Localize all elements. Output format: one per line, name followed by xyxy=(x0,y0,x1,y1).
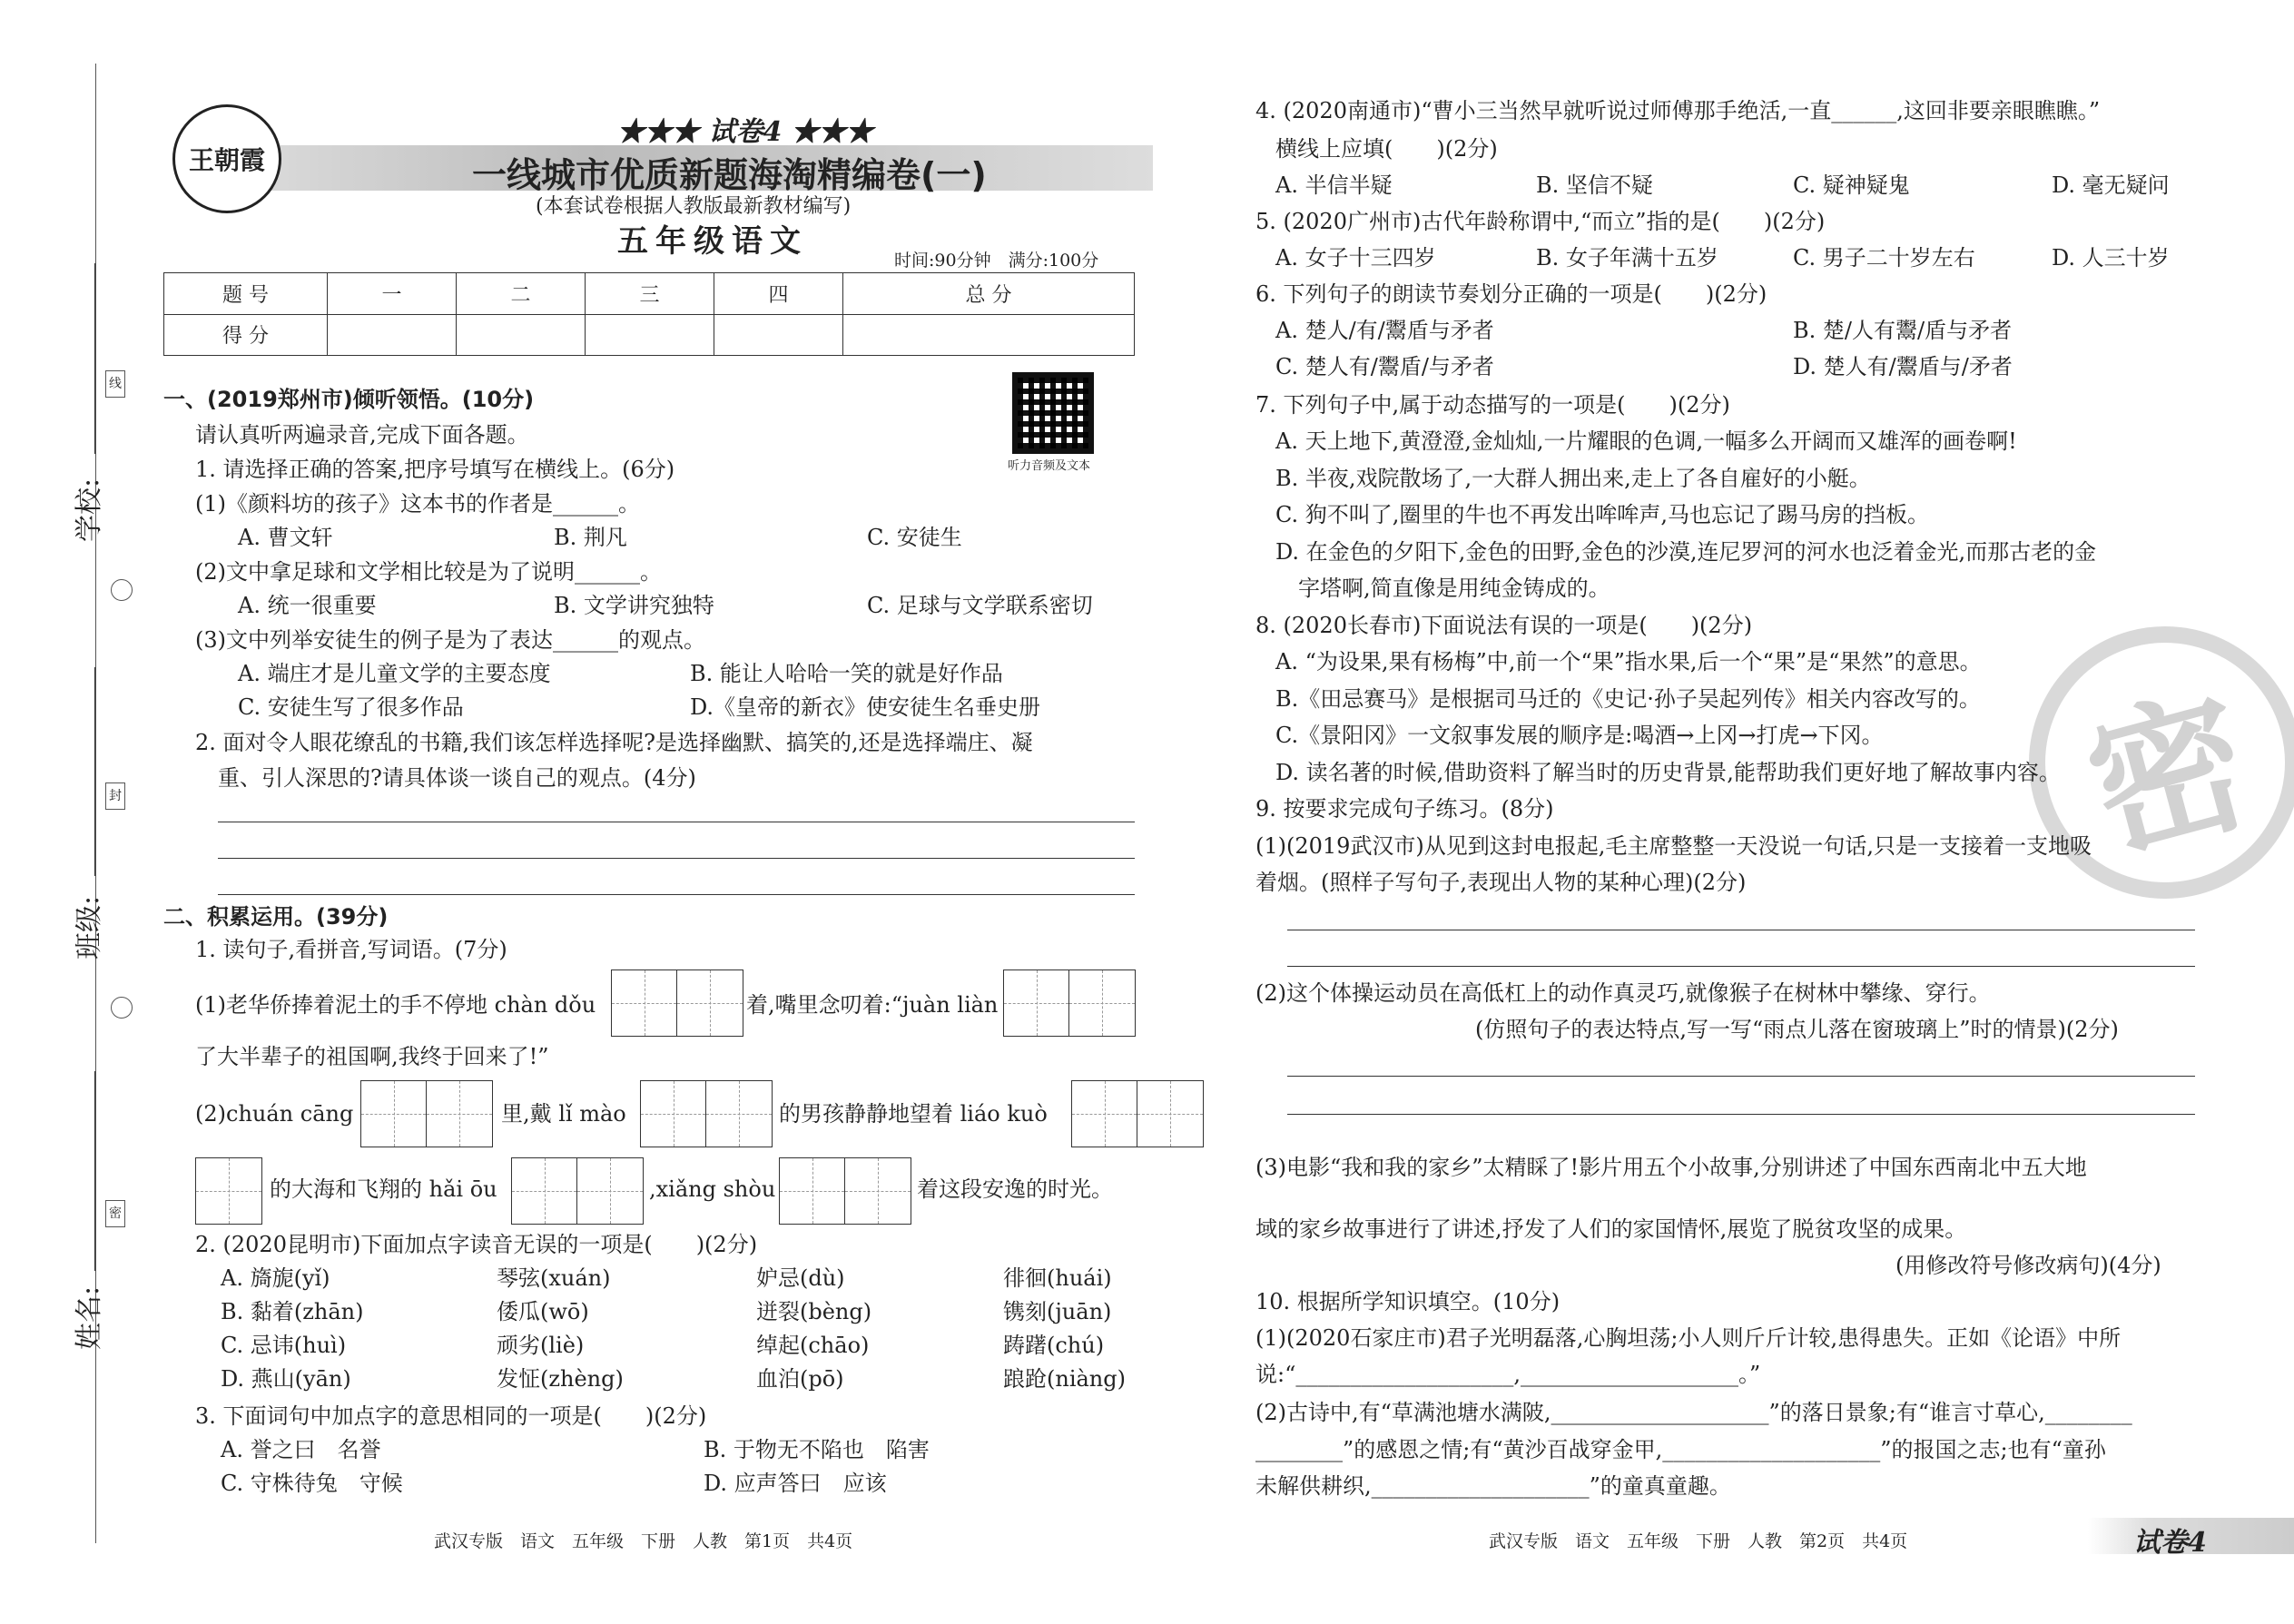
option[interactable]: A. 旖旎(yǐ) xyxy=(221,1265,330,1291)
pinyin-grid-haiou[interactable] xyxy=(511,1157,644,1225)
reading-item: 徘徊(huái) xyxy=(1003,1265,1112,1291)
option[interactable]: A. 天上地下,黄澄澄,金灿灿,一片耀眼的色调,一幅多么开阔而又雄浑的画卷啊! xyxy=(1275,428,2017,454)
qr-caption: 听力音频及文本 xyxy=(1008,459,1091,473)
school-label: 学校: xyxy=(74,477,106,543)
option[interactable]: C. 足球与文学联系密切 xyxy=(867,593,1093,618)
reading-item: 琴弦(xuán) xyxy=(497,1265,611,1291)
q8: 8. (2020长春市)下面说法有误的一项是( )(2分) xyxy=(1255,613,1753,638)
option[interactable]: A. 端庄才是儿童文学的主要态度 xyxy=(238,661,551,686)
option[interactable]: D. 毫无疑问 xyxy=(2052,172,2170,198)
q9-1-line2: 着烟。(照样子写句子,表现出人物的某种心理)(2分) xyxy=(1255,870,1747,895)
option[interactable]: B. 楚/人有鬻/盾与矛者 xyxy=(1793,318,2013,343)
exam-badge: ★★★ 试卷4 ★★★ xyxy=(617,116,873,148)
s2-q1: 1. 读句子,看拼音,写词语。(7分) xyxy=(195,937,507,962)
reading-item: 血泊(pō) xyxy=(756,1366,844,1392)
reading-item: 倭瓜(wō) xyxy=(497,1299,589,1324)
option[interactable]: A. 誉之曰 名誉 xyxy=(221,1437,381,1462)
class-field[interactable] xyxy=(94,667,95,876)
answer-line[interactable] xyxy=(1287,966,2195,967)
option-cont: 字塔啊,简直像是用纯金铸成的。 xyxy=(1298,576,1610,601)
option[interactable]: A. 统一很重要 xyxy=(238,593,377,618)
q10-1-line1: (1)(2020石家庄市)君子光明磊落,心胸坦荡;小人则斤斤计较,患得患失。正如《论语》中所 xyxy=(1255,1325,2122,1351)
score-header-cell: 一 xyxy=(328,273,457,315)
section2-heading: 二、积累运用。(39分) xyxy=(163,904,389,930)
q10-2-line3[interactable]: 未解供耕织,____________________”的童真童趣。 xyxy=(1255,1473,1731,1499)
score-header-cell: 题 号 xyxy=(164,273,328,315)
s2-q3: 3. 下面词句中加点字的意思相同的一项是( )(2分) xyxy=(195,1403,707,1429)
exam-title: 一线城市优质新题海淘精编卷(一) xyxy=(472,155,987,195)
time-info: 时间:90分钟 满分:100分 xyxy=(894,251,1099,271)
reading-item: 绰起(chāo) xyxy=(756,1333,870,1358)
pinyin-grid-chandou[interactable] xyxy=(611,969,743,1037)
answer-line[interactable] xyxy=(218,894,1135,895)
pinyin-grid-liaokuo-cont[interactable] xyxy=(195,1157,262,1225)
exam-subtitle: (本套试卷根据人教版最新教材编写) xyxy=(536,195,852,218)
answer-line[interactable] xyxy=(218,858,1135,859)
option[interactable]: B. 半夜,戏院散场了,一大群人拥出来,走上了各自雇好的小艇。 xyxy=(1275,466,1871,491)
option[interactable]: C. 安徒生 xyxy=(867,525,962,550)
reading-item: 顽劣(liè) xyxy=(497,1333,585,1358)
s2-row3b: 里,戴 lǐ mào xyxy=(501,1101,626,1127)
q4-line1: 4. (2020南通市)“曹小三当然早就听说过师傅那手绝活,一直______,这回非要亲眼瞧瞧。” xyxy=(1255,98,2101,123)
s2-row1b: 着,嘴里念叨着:“juàn liàn xyxy=(746,992,999,1018)
s1-q1-2: (2)文中拿足球和文学相比较是为了说明______。 xyxy=(195,559,662,585)
score-table xyxy=(163,272,1135,356)
q9-3-line1: (3)电影“我和我的家乡”太精睬了!影片用五个小故事,分别讲述了中国东西南北中五大地 xyxy=(1255,1155,2087,1180)
option[interactable]: B. 女子年满十五岁 xyxy=(1536,245,1718,271)
option[interactable]: A. 楚人/有/鬻盾与矛者 xyxy=(1275,318,1494,343)
binding-hole-2 xyxy=(111,997,133,1019)
q5: 5. (2020广州市)古代年龄称谓中,“而立”指的是( )(2分) xyxy=(1255,209,1826,234)
q4-line2: 横线上应填( )(2分) xyxy=(1275,136,1498,162)
reading-item: 迸裂(bèng) xyxy=(756,1299,872,1324)
score-header-cell: 总 分 xyxy=(843,273,1135,315)
publisher-logo xyxy=(172,104,281,213)
s1-q1: 1. 请选择正确的答案,把序号填写在横线上。(6分) xyxy=(195,457,675,482)
binding-mark-xian: 线 xyxy=(105,370,125,398)
option[interactable]: A. “为设果,果有杨梅”中,前一个“果”指水果,后一个“果”是“果然”的意思。 xyxy=(1275,649,1982,674)
q9-3-line3: (用修改符号修改病句)(4分) xyxy=(1895,1253,2161,1278)
pinyin-grid-liaokuo[interactable] xyxy=(1071,1080,1204,1147)
s1-q1-1: (1)《颜料坊的孩子》这本书的作者是______。 xyxy=(195,491,640,517)
s2-row1a: (1)老华侨捧着泥土的手不停地 chàn dǒu xyxy=(195,992,596,1018)
grade-subject: 五年级语文 xyxy=(617,223,808,260)
option[interactable]: C. 男子二十岁左右 xyxy=(1793,245,1975,271)
score-input-cell[interactable] xyxy=(328,314,457,356)
s2-row4c: 着这段安逸的时光。 xyxy=(917,1176,1113,1202)
q9-2-line1: (2)这个体操运动员在高低杠上的动作真灵巧,就像猴子在树林中攀缘、穿行。 xyxy=(1255,980,1991,1006)
score-input-cell[interactable] xyxy=(586,314,714,356)
option[interactable]: A. 半信半疑 xyxy=(1275,172,1393,198)
q10-2-line2[interactable]: ________”的感恩之情;有“黄沙百战穿金甲,____________________”的报国之志;也有“童孙 xyxy=(1255,1437,2106,1462)
binding-mark-feng: 封 xyxy=(105,782,125,810)
option[interactable]: B. 黏着(zhān) xyxy=(221,1299,364,1324)
s2-row3c: 的男孩静静地望着 liáo kuò xyxy=(779,1101,1048,1127)
q7: 7. 下列句子中,属于动态描写的一项是( )(2分) xyxy=(1255,392,1730,418)
binding-hole-1 xyxy=(111,579,133,601)
q10-2-line1[interactable]: (2)古诗中,有“草满池塘水满陂,____________________”的落日景象;有“谁言寸草心,________ xyxy=(1255,1400,2132,1425)
q6: 6. 下列句子的朗读节奏划分正确的一项是( )(2分) xyxy=(1255,281,1767,307)
option[interactable]: C. 安徒生写了很多作品 xyxy=(238,694,464,720)
option[interactable]: D. 人三十岁 xyxy=(2052,245,2170,271)
logo-text: 王朝霞 xyxy=(188,145,265,175)
score-header-cell: 三 xyxy=(586,273,714,315)
option[interactable]: D. 燕山(yān) xyxy=(221,1366,351,1392)
option[interactable]: B. 荆凡 xyxy=(554,525,627,550)
class-label: 班级: xyxy=(74,895,106,960)
option[interactable]: C. 疑神疑鬼 xyxy=(1793,172,1910,198)
score-input-cell[interactable] xyxy=(843,314,1135,356)
reading-item: 踌躇(chú) xyxy=(1003,1333,1105,1358)
option[interactable]: D. 读名著的时候,借助资料了解当时的历史背景,能帮助我们更好地了解故事内容。 xyxy=(1275,760,2061,785)
school-field[interactable] xyxy=(94,263,95,454)
q9-1-line1: (1)(2019武汉市)从见到这封电报起,毛主席整整一天没说一句话,只是一支接着一支地吸 xyxy=(1255,833,2092,859)
q9-2-line2: (仿照句子的表达特点,写一写“雨点儿落在窗玻璃上”时的情景)(2分) xyxy=(1475,1017,2119,1042)
option[interactable]: C. 狗不叫了,圈里的牛也不再发出哞哞声,马也忘记了踢马房的挡板。 xyxy=(1275,502,1930,527)
s1-q1-3: (3)文中列举安徒生的例子是为了表达______的观点。 xyxy=(195,627,705,653)
option[interactable]: D. 在金色的夕阳下,金色的田野,金色的沙漠,连尼罗河的河水也泛着金光,而那古老的金 xyxy=(1275,539,2097,565)
q10-1-line2[interactable]: 说:“____________________,____________________。” xyxy=(1255,1362,1761,1387)
score-input-cell[interactable] xyxy=(714,314,843,356)
score-header-cell: 二 xyxy=(457,273,586,315)
option[interactable]: C. 楚人有/鬻盾/与矛者 xyxy=(1275,354,1494,379)
qr-code-icon[interactable] xyxy=(1012,372,1094,454)
right-page-footer: 武汉专版 语文 五年级 下册 人教 第2页 共4页 xyxy=(1489,1531,1908,1551)
pinyin-grid-xiangshou[interactable] xyxy=(779,1157,911,1225)
reading-item: 发怔(zhèng) xyxy=(497,1366,624,1392)
reading-item: 妒忌(dù) xyxy=(756,1265,845,1291)
reading-item: 镌刻(juān) xyxy=(1003,1299,1112,1324)
s1-q2-line2: 重、引人深思的?请具体谈一谈自己的观点。(4分) xyxy=(218,765,696,791)
reading-item: 踉跄(niàng) xyxy=(1003,1366,1126,1392)
pinyin-grid-chuancang[interactable] xyxy=(360,1080,493,1147)
s2-row4b: ,xiǎng shòu xyxy=(649,1176,776,1202)
option[interactable]: B.《田忌赛马》是根据司马迁的《史记·孙子吴起列传》相关内容改写的。 xyxy=(1275,686,1981,712)
option[interactable]: A. 曹文轩 xyxy=(238,525,333,550)
s2-row4a: 的大海和飞翔的 hǎi ōu xyxy=(270,1176,497,1202)
option[interactable]: B. 坚信不疑 xyxy=(1536,172,1653,198)
left-page-footer: 武汉专版 语文 五年级 下册 人教 第1页 共4页 xyxy=(434,1531,853,1551)
score-label-cell: 得 分 xyxy=(164,314,328,356)
name-label: 姓名: xyxy=(74,1285,106,1351)
option[interactable]: A. 女子十三四岁 xyxy=(1275,245,1436,271)
q9: 9. 按要求完成句子练习。(8分) xyxy=(1255,796,1554,822)
name-field[interactable] xyxy=(94,1071,95,1271)
option[interactable]: B. 能让人哈哈一笑的就是好作品 xyxy=(690,661,1003,686)
binding-mark-mi: 密 xyxy=(105,1200,125,1227)
option[interactable]: B. 文学讲究独特 xyxy=(554,593,714,618)
s2-q2: 2. (2020昆明市)下面加点字读音无误的一项是( )(2分) xyxy=(195,1232,758,1257)
option[interactable]: C. 守株待兔 守候 xyxy=(221,1471,403,1496)
pinyin-grid-limao[interactable] xyxy=(640,1080,773,1147)
exam-tag: 试卷4 xyxy=(2133,1527,2207,1559)
pinyin-grid-juanlian[interactable] xyxy=(1003,969,1136,1037)
s1-intro: 请认真听两遍录音,完成下面各题。 xyxy=(195,422,529,448)
stamp-text: 密 xyxy=(2071,669,2267,883)
s1-q2-line1: 2. 面对令人眼花缭乱的书籍,我们该怎样选择呢?是选择幽默、搞笑的,还是选择端庄、凝 xyxy=(195,730,1033,755)
q9-3-line2: 域的家乡故事进行了讲述,抒发了人们的家国情怀,展览了脱贫攻坚的成果。 xyxy=(1255,1216,1967,1242)
s2-row3a: (2)chuán cāng xyxy=(195,1101,354,1127)
answer-line[interactable] xyxy=(1287,1114,2195,1115)
score-header-cell: 四 xyxy=(714,273,843,315)
option[interactable]: C.《景阳冈》一文叙事发展的顺序是:喝酒→上冈→打虎→下冈。 xyxy=(1275,723,1884,748)
score-input-cell[interactable] xyxy=(457,314,586,356)
option[interactable]: B. 于物无不陷也 陷害 xyxy=(704,1437,930,1462)
s2-row2: 了大半辈子的祖国啊,我终于回来了!” xyxy=(195,1044,549,1069)
option[interactable]: D.《皇帝的新衣》使安徒生名垂史册 xyxy=(690,694,1041,720)
section1-heading: 一、(2019郑州市)倾听领悟。(10分) xyxy=(163,387,535,412)
option[interactable]: C. 忌讳(huì) xyxy=(221,1333,347,1358)
option[interactable]: D. 楚人有/鬻盾与/矛者 xyxy=(1793,354,2013,379)
option[interactable]: D. 应声答曰 应该 xyxy=(704,1471,887,1496)
answer-line[interactable] xyxy=(1287,1076,2195,1077)
q10: 10. 根据所学知识填空。(10分) xyxy=(1255,1289,1561,1314)
